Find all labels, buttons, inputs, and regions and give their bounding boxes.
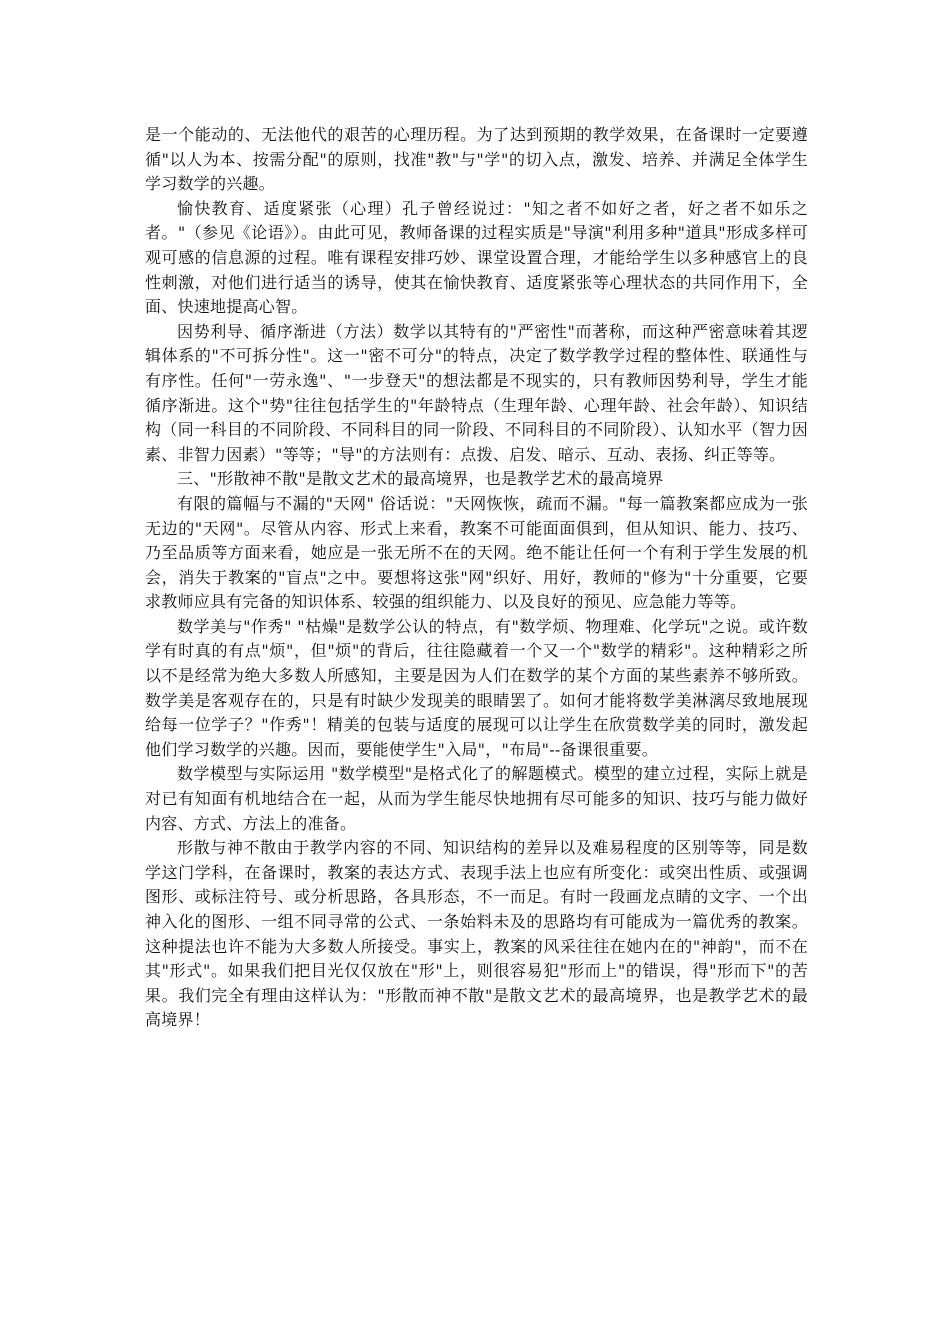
section-heading-3: 三、"形散神不散"是散文艺术的最高境界，也是教学艺术的最高境界 <box>177 469 664 489</box>
paragraph-math-model: 数学模型与实际运用 "数学模型"是格式化了的解题模式。模型的建立过程，实际上就是对已有知面有机地结合在一起，从而为学生能尽快地拥有尽可能多的知识、技巧与能力做好内容、方式、方法上的准备。 <box>145 764 808 833</box>
paragraph-math-beauty: 数学美与"作秀" "枯燥"是数学公认的特点，有"数学烦、物理难、化学玩"之说。或许数学有时真的有点"烦"，但"烦"的背后，往往隐藏着一个又一个"数学的精彩"。这种精彩之所以不是经常为绝大多数人所感知，主要是因为人们在数学的某个方面的某些素养不够所致。数学美是客观存在的，只是有时缺少发现美的眼睛罢了。如何才能将数学美淋漓尽致地展现给每一位学子？"作秀"！精美的包装与适度的展现可以让学生在欣赏数学美的同时，激发起他们学习数学的兴趣。因而，要能使学生"入局"，"布局"--备课很重要。 <box>145 616 808 759</box>
paragraph-form-spirit: 形散与神不散由于教学内容的不同、知识结构的差异以及难易程度的区别等等，同是数学这门学科，在备课时，教案的表达方式、表现手法上也应有所变化：或突出性质、或强调图形、或标注符号、或分析思路，各具形态，不一而足。有时一段画龙点睛的文字、一个出神入化的图形、一组不同寻常的公式、一条始料未及的思路均有可能成为一篇优秀的教案。这种提法也许不能为大多数人所接受。事实上，教案的风采往往在她内在的"神韵"，而不在其"形式"。如果我们把目光仅仅放在"形"上，则很容易犯"形而上"的错误，得"形而下"的苦果。我们完全有理由这样认为："形散而神不散"是散文艺术的最高境界，也是教学艺术的最高境界！ <box>145 838 808 1030</box>
paragraph-limited-space: 有限的篇幅与不漏的"天网" 俗话说："天网恢恢，疏而不漏。"每一篇教案都应成为一张无边的"天网"。尽管从内容、形式上来看，教案不可能面面俱到，但从知识、能力、技巧、乃至品质等方面来看，她应是一张无所不在的天网。绝不能让任何一个有利于学生发展的机会，消失于教案的"盲点"之中。要想将这张"网"织好、用好，教师的"修为"十分重要，它要求教师应具有完备的知识体系、较强的组织能力、以及良好的预见、应急能力等等。 <box>145 493 808 612</box>
paragraph-happy-education: 愉快教育、适度紧张（心理）孔子曾经说过："知之者不如好之者，好之者不如乐之者。"（参见《论语》）。由此可见，教师备课的过程实质是"导演"利用多种"道具"形成多样可观可感的信息源的过程。唯有课程安排巧妙、课堂设置合理，才能给学生以多种感官上的良性刺激，对他们进行适当的诱导，使其在愉快教育、适度紧张等心理状态的共同作用下，全面、快速地提高心智。 <box>145 198 808 317</box>
paragraph-continuation: 是一个能动的、无法他代的艰苦的心理历程。为了达到预期的教学效果，在备课时一定要遵循"以人为本、按需分配"的原则，找准"教"与"学"的切入点，激发、培养、并满足全体学生学习数学的兴趣。 <box>145 125 808 194</box>
paragraph-guidance-method: 因势利导、循序渐进（方法）数学以其特有的"严密性"而著称，而这种严密意味着其逻辑体系的"不可拆分性"。这一"密不可分"的特点，决定了数学教学过程的整体性、联通性与有序性。任何"一劳永逸"、"一步登天"的想法都是不现实的，只有教师因势利导，学生才能循序渐进。这个"势"往往包括学生的"年龄特点（生理年龄、心理年龄、社会年龄）、知识结构（同一科目的不同阶段、不同科目的同一阶段、不同科目的不同阶段）、认知水平（智力因素、非智力因素）"等等；"导"的方法则有：点拨、启发、暗示、互动、表扬、纠正等等。 <box>145 321 808 464</box>
document-body <box>145 123 808 1033</box>
